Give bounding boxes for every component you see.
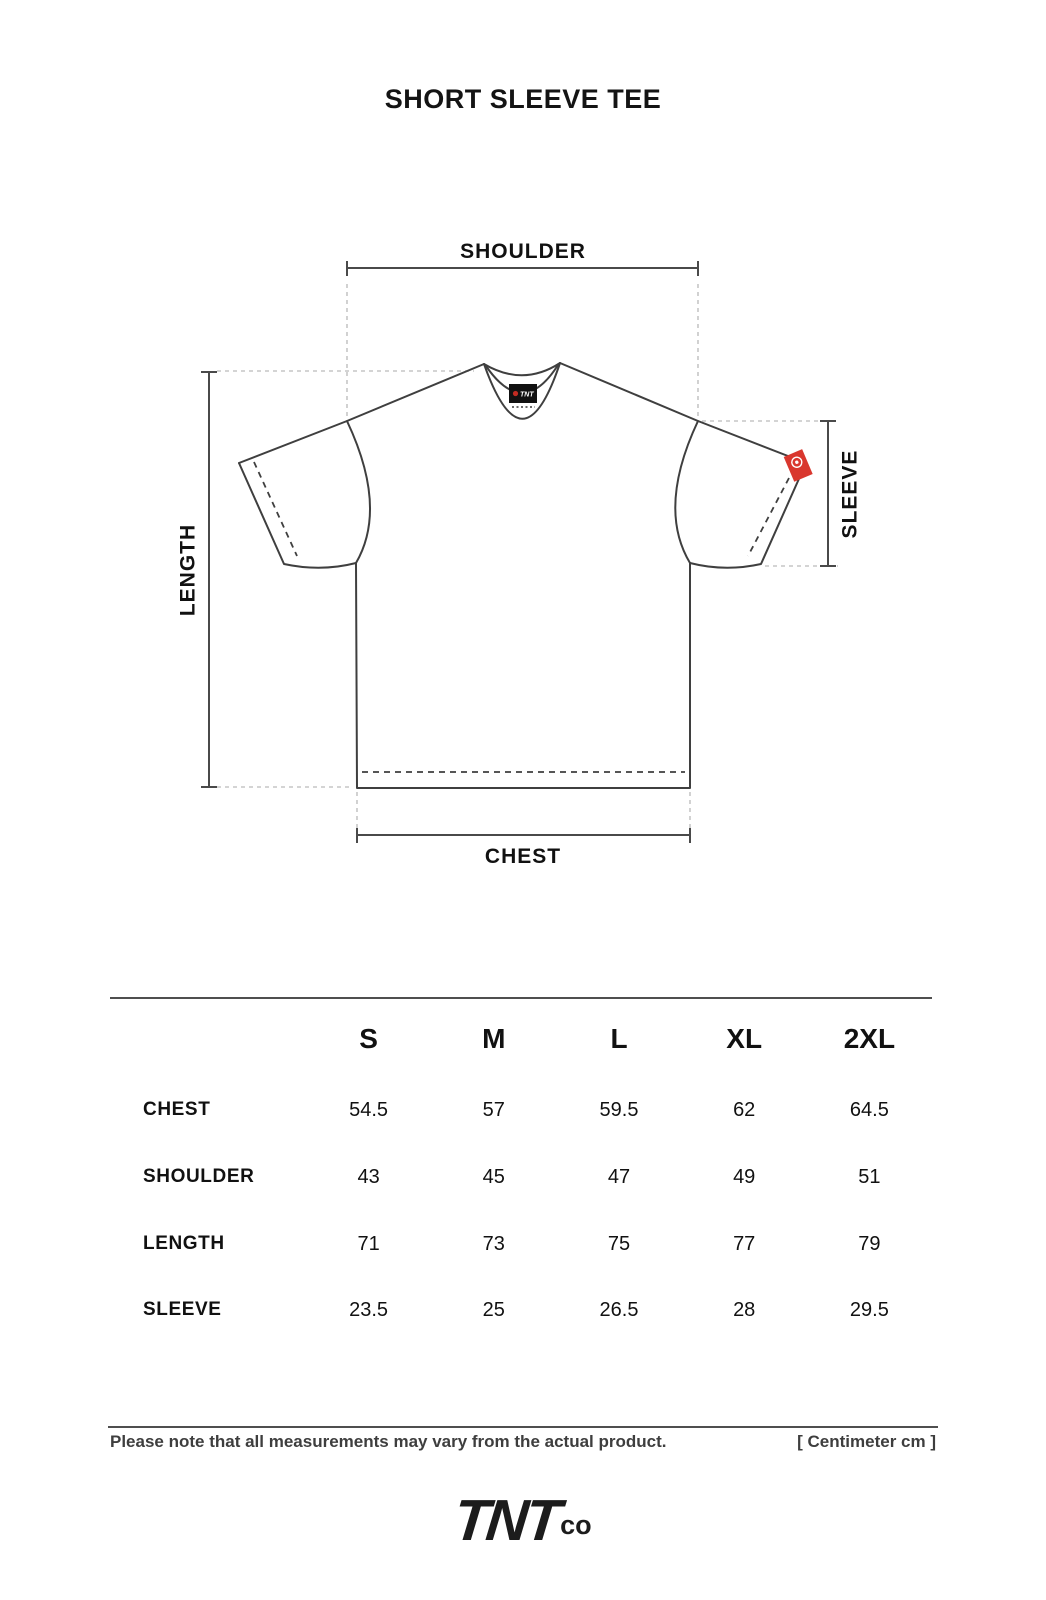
cell-value: 57 xyxy=(482,1098,505,1121)
table-row xyxy=(110,1154,932,1200)
tshirt-left-armhole xyxy=(347,421,370,563)
cell-value: 59.5 xyxy=(599,1098,639,1121)
neck-label-text: TNT xyxy=(520,391,534,399)
cell-value: 45 xyxy=(482,1165,505,1188)
cell-value: 77 xyxy=(733,1232,756,1255)
cell-value: 43 xyxy=(357,1165,380,1188)
size-column-header: XL xyxy=(726,1023,763,1054)
neck-label xyxy=(509,384,537,407)
length-dim-label: LENGTH xyxy=(176,523,200,617)
sleeve-tag xyxy=(784,449,813,482)
row-label: SHOULDER xyxy=(143,1166,255,1187)
tshirt-drawing xyxy=(239,363,813,788)
dimension-shoulder xyxy=(347,240,698,276)
cell-value: 64.5 xyxy=(849,1098,889,1121)
dimension-chest xyxy=(357,828,690,868)
sleeve-dim-label: SLEEVE xyxy=(838,449,862,539)
brand-logo xyxy=(0,1488,1046,1553)
cell-value: 23.5 xyxy=(349,1298,389,1321)
cell-value: 71 xyxy=(357,1232,380,1255)
cell-value: 28 xyxy=(733,1298,756,1321)
dimension-sleeve xyxy=(820,421,862,566)
cell-value: 54.5 xyxy=(349,1098,389,1121)
tshirt-body xyxy=(356,563,690,788)
cell-value: 26.5 xyxy=(599,1298,639,1321)
sleeve-tag-box xyxy=(784,449,813,482)
size-table xyxy=(110,997,932,1359)
tshirt-right-shoulder-seam xyxy=(560,363,806,463)
cell-value: 47 xyxy=(607,1165,631,1188)
size-column-header: 2XL xyxy=(843,1023,896,1054)
cell-value: 75 xyxy=(607,1232,631,1255)
size-column-header: S xyxy=(359,1023,378,1054)
page-title: SHORT SLEEVE TEE xyxy=(384,84,662,114)
chest-dim-label: CHEST xyxy=(484,845,562,868)
size-column-header: M xyxy=(482,1023,506,1054)
cell-value: 51 xyxy=(858,1165,881,1188)
cell-value: 79 xyxy=(858,1232,881,1255)
neck-label-dot-icon xyxy=(513,391,518,396)
shoulder-dim-label: SHOULDER xyxy=(460,240,586,263)
extension-lines xyxy=(217,284,838,830)
table-row xyxy=(110,1087,932,1133)
table-row xyxy=(110,1221,932,1267)
tshirt-left-sleeve xyxy=(239,463,356,568)
footer-divider xyxy=(108,1426,938,1428)
row-label: CHEST xyxy=(143,1099,211,1120)
dimension-length xyxy=(177,372,218,787)
tshirt-right-armhole xyxy=(675,421,698,563)
row-label: SLEEVE xyxy=(143,1299,222,1320)
cell-value: 49 xyxy=(733,1165,756,1188)
row-label: LENGTH xyxy=(143,1233,225,1254)
brand-logo-suffix: co xyxy=(560,1509,592,1540)
cell-value: 25 xyxy=(482,1298,505,1321)
tshirt-left-shoulder-seam xyxy=(239,364,484,463)
cell-value: 73 xyxy=(482,1232,505,1255)
cell-value: 29.5 xyxy=(849,1298,889,1321)
cell-value: 62 xyxy=(733,1098,756,1121)
size-table-header-row xyxy=(110,1016,932,1062)
table-row xyxy=(110,1287,932,1333)
collar-back-neck xyxy=(484,363,560,375)
brand-logo-main: TNT xyxy=(450,1488,562,1553)
footer-note: Please note that all measurements may vary from the actual product. xyxy=(110,1432,667,1451)
size-column-header: L xyxy=(610,1023,628,1054)
footer-unit: [ Centimeter cm ] xyxy=(797,1432,936,1451)
